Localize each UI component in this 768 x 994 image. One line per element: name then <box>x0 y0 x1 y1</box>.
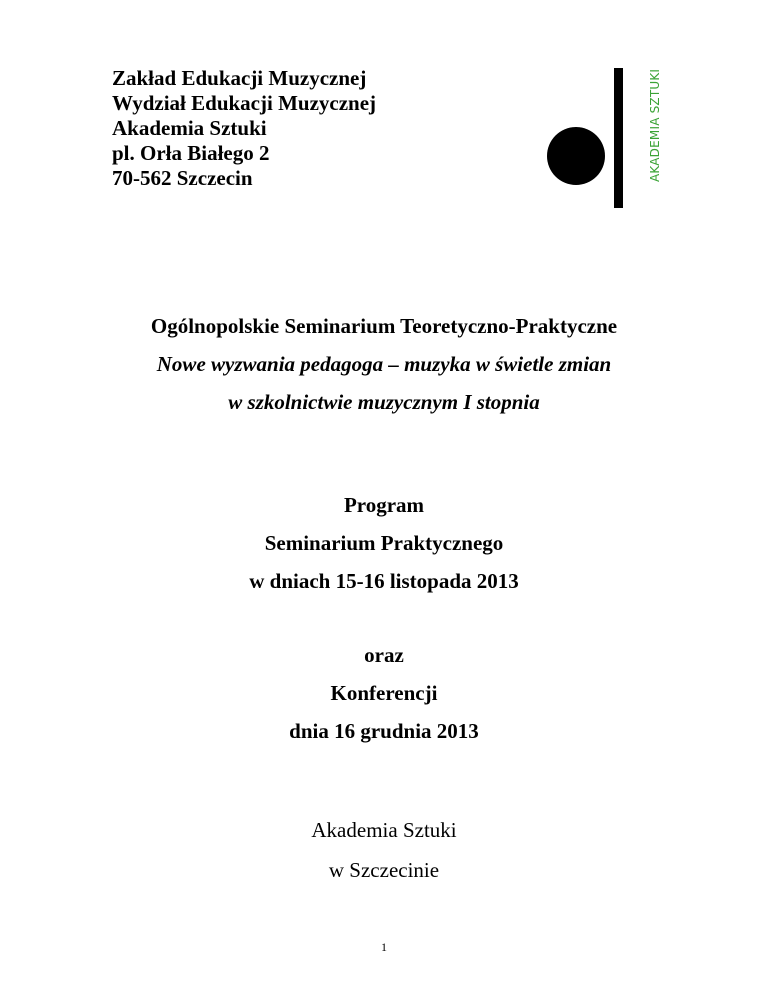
venue <box>0 810 768 890</box>
institution-address <box>112 66 376 191</box>
venue-city: w Szczecinie <box>328 858 440 882</box>
address-line-academy: Akademia Sztuki <box>112 116 267 140</box>
conference-date: dnia 16 grudnia 2013 <box>289 719 479 743</box>
program-heading <box>0 486 768 600</box>
conference-label: Konferencji <box>330 681 438 705</box>
seminar-heading <box>0 307 768 421</box>
address-line-street: pl. Orła Białego 2 <box>112 141 270 165</box>
page-number: 1 <box>381 940 387 954</box>
conference-conjunction: oraz <box>364 643 404 667</box>
program-dates: w dniach 15-16 listopada 2013 <box>249 569 519 593</box>
seminar-subtitle-line-1: Nowe wyzwania pedagoga – muzyka w świetle zmian <box>156 352 612 376</box>
address-line-faculty: Wydział Edukacji Muzycznej <box>112 91 377 115</box>
venue-name: Akademia Sztuki <box>311 818 457 842</box>
seminar-title: Ogólnopolskie Seminarium Teoretyczno-Praktyczne <box>150 314 618 338</box>
logo-note-stem <box>614 68 623 208</box>
program-name: Seminarium Praktycznego <box>264 531 504 555</box>
academy-logo <box>540 60 670 190</box>
address-line-city: 70-562 Szczecin <box>112 166 253 190</box>
seminar-subtitle-line-2: w szkolnictwie muzycznym I stopnia <box>228 390 540 414</box>
logo-text: AKADEMIA SZTUKI <box>648 68 662 182</box>
address-line-department: Zakład Edukacji Muzycznej <box>112 66 367 90</box>
program-label: Program <box>343 493 425 517</box>
logo-note-head <box>547 127 605 185</box>
conference-heading <box>0 636 768 750</box>
